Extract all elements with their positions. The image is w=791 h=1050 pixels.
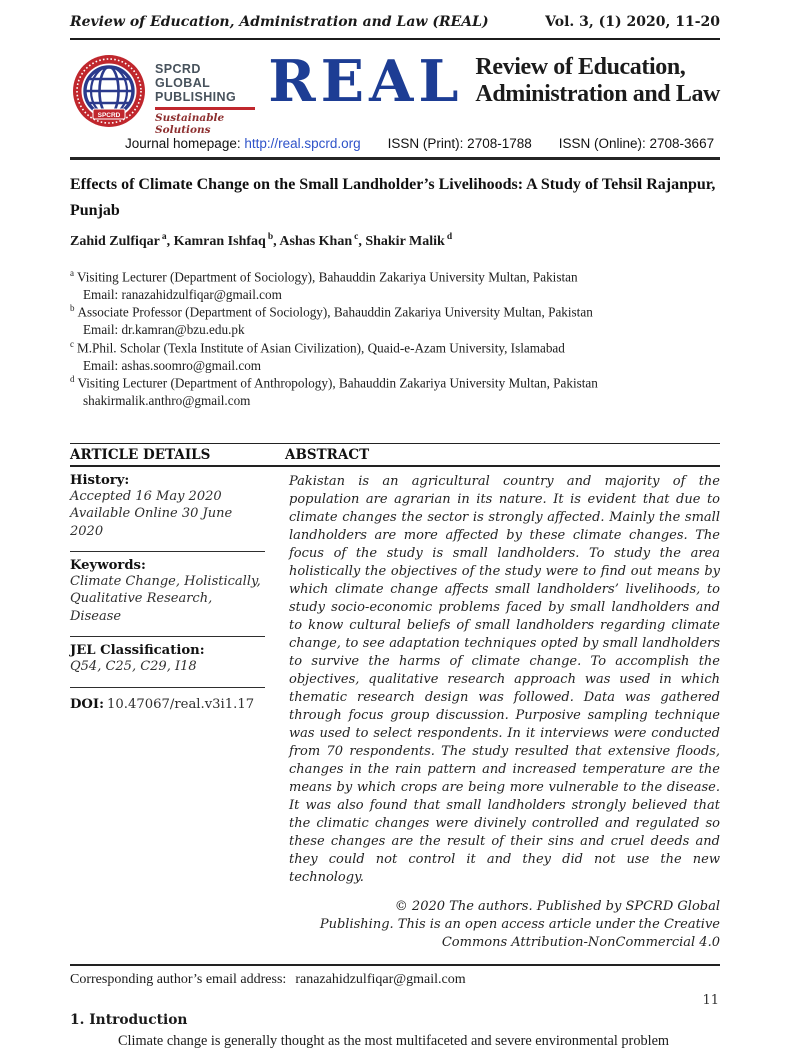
author [279,234,365,249]
journal-title-line2: Administration and Law [475,80,720,107]
affiliation-sup: a [70,267,74,278]
author-sup: a [161,232,167,243]
affiliations-list [70,268,720,410]
affiliation-d [70,374,720,409]
author-sup: b [267,232,274,243]
doi-label: DOI: [70,696,104,712]
author [174,234,280,249]
copyright-notice: © 2020 The authors. Published by SPCRD Global Publishing. This is an open access article under the Creative Commons Attribution-NonCommercial 4.0 [319,898,720,950]
corresponding-label: Corresponding author’s email address: [70,971,287,987]
author-line [70,232,720,250]
journal-title-block [475,54,720,108]
article-title: Effects of Climate Change on the Small Landholder’s Livelihoods: A Study of Tehsil Rajanpur, Punjab [70,176,716,219]
author [70,234,174,249]
author-sep: , [166,233,174,249]
introduction-paragraph: Climate change is generally thought as the most multifaceted and severe environmental problem [118,1032,670,1049]
affiliation-a [70,268,720,303]
publisher-name-line1: SPCRD GLOBAL [155,62,211,90]
homepage-label: Journal homepage: [125,136,241,151]
homepage-item [125,136,361,151]
author [365,234,452,249]
publisher-red-rule [155,107,255,110]
affiliation-sup: b [70,303,75,314]
issn-print: ISSN (Print): 2708-1788 [387,136,532,151]
jel-label: JEL Classification: [70,643,205,659]
header-rule [70,38,720,40]
author-name: Ashas Khan [279,233,353,249]
masthead-rule [70,157,720,160]
author-sep: , [358,233,366,249]
affiliation-text: M.Phil. Scholar (Texla Institute of Asian Civilization), Quaid-e-Azam University, Islamabad [77,340,565,356]
history-label: History: [70,472,130,488]
jel-section [70,637,265,687]
affiliation-email: Email: ranazahidzulfiqar@gmail.com [83,286,282,302]
keywords-label: Keywords: [70,558,146,573]
author-sep: , [273,233,280,249]
keywords-section [70,552,265,637]
history-accepted: Accepted 16 May 2020 [70,488,222,504]
journal-masthead [70,48,720,136]
history-available: Available Online 30 June 2020 [70,506,233,539]
keywords-line1: Climate Change, Holistically, [70,574,261,589]
abstract-column [285,467,720,964]
running-head-journal: Review of Education, Administration and Law (REAL) [70,14,489,30]
corresponding-email: ranazahidzulfiqar@gmail.com [295,971,466,987]
keywords-line2: Qualitative Research, Disease [70,591,213,624]
issn-online: ISSN (Online): 2708-3667 [558,136,715,151]
affiliation-text: Visiting Lecturer (Department of Sociology), Bahauddin Zakariya University Multan, Pakistan [77,269,578,285]
journal-title-line1: Review of Education, [475,54,686,80]
details-header-left: ARTICLE DETAILS [70,446,211,463]
page-number: 11 [702,993,719,1008]
section-heading-introduction: 1. Introduction [70,1011,188,1028]
affiliation-email: Email: dr.kamran@bzu.edu.pk [83,322,245,338]
homepage-issn-row [125,136,720,151]
journal-acronym-logo: REAL [268,48,464,115]
history-section [70,467,265,552]
affiliation-b [70,303,720,338]
running-head [70,14,720,30]
details-header-right: ABSTRACT [285,446,370,463]
details-left-column [70,467,285,964]
abstract-text: Pakistan is an agricultural country and majority of the population are agrarian in its nature. It is evident that due to climate changes the sector is strongly affected. Mainly the small landholders are more affected by these climate changes. The focus of the study is small landholders. To study the area holistically the objectives of the study were to find out means by which climate change affects small landholders’ livelihoods, to study socio-economic problems faced by small landholders and to know cultural beliefs of small landholders regarding climate change, to see adaptation techniques opted by small landholders to survive the harms of climate change. To accomplish the objectives, qualitative research approach was used in which thematic research design was followed. Data was gathered through focus group discussion. Purposive sampling technique was used to select respondents. In it interviews were conducted from 70 respondents. The study resulted that extensive floods, changes in the rain pattern and increased temperature are the means by which crops are being more vulnerable to the disease. It was also found that small landholders strongly believed that the climatic changes were divinely controlled and regulated so these changes are the result of their sins and cruel deeds and they could not control it and they did not use the new technology. [289,473,720,885]
doi-value: 10.47067/real.v3i1.17 [106,696,255,712]
affiliation-sup: c [70,338,74,349]
details-header-row [70,444,720,467]
affiliation-c [70,339,720,374]
spcrd-emblem-logo [70,52,148,137]
affiliation-email: shakirmalik.anthro@gmail.com [83,393,251,409]
author-name: Shakir Malik [365,233,445,249]
affiliation-text: Visiting Lecturer (Department of Anthropology), Bahauddin Zakariya University Multan, Pakistan [77,375,598,391]
author-name: Zahid Zulfiqar [70,233,160,249]
affiliation-text: Associate Professor (Department of Sociology), Bahauddin Zakariya University Multan, Pakistan [77,304,593,320]
homepage-url-link[interactable]: http://real.spcrd.org [244,136,361,151]
author-sup: d [446,232,453,243]
details-body [70,467,720,966]
author-sup: c [354,232,359,243]
corresponding-author-row [70,972,720,988]
publisher-block [155,52,258,136]
running-head-volume: Vol. 3, (1) 2020, 11-20 [545,14,720,30]
doi-section [70,688,265,723]
publisher-name-line2: PUBLISHING [155,90,237,104]
globe-logo-icon [70,52,148,132]
article-details-table [70,443,720,966]
emblem-banner-text: SPCRD [97,111,121,119]
publisher-tagline: Sustainable Solutions [155,111,225,136]
author-name: Kamran Ishfaq [173,233,266,249]
jel-value: Q54, C25, C29, I18 [70,659,197,675]
affiliation-email: Email: ashas.soomro@gmail.com [83,357,262,373]
affiliation-sup: d [70,374,75,385]
